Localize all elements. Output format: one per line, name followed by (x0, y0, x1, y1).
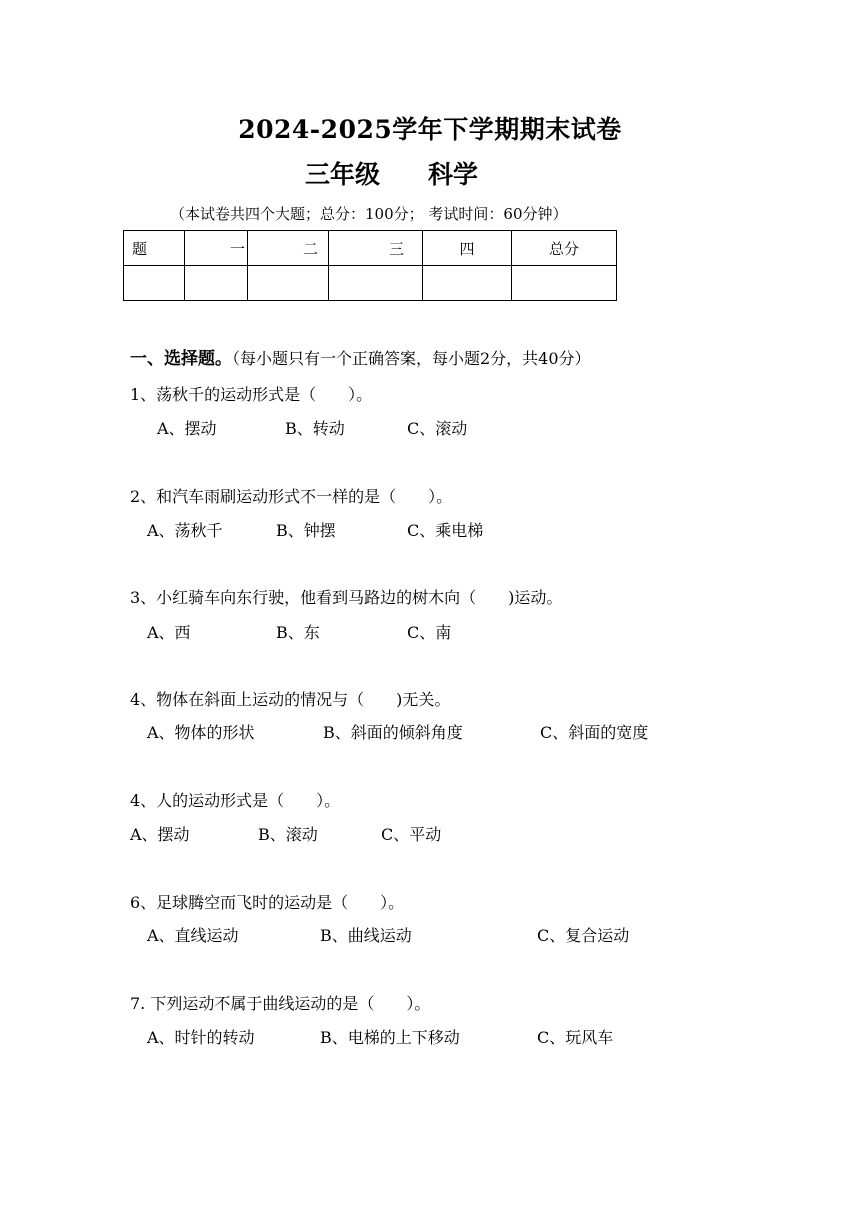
question-text: 3、小红骑车向东行驶，他看到马路边的树木向（ )运动。 (130, 588, 563, 607)
score-header-cell: 总分 (512, 231, 617, 266)
option: C、复合运动 (537, 926, 630, 945)
option: A、时针的转动 (147, 1028, 255, 1047)
score-blank-cell (423, 266, 512, 301)
option: A、西 (147, 623, 191, 642)
question-text: 7. 下列运动不属于曲线运动的是（ ）。 (130, 994, 431, 1013)
option: C、平动 (381, 825, 442, 844)
option: C、南 (407, 623, 452, 642)
subject-label: 科学 (428, 160, 479, 189)
option: B、电梯的上下移动 (320, 1028, 460, 1047)
option: A、荡秋千 (147, 521, 223, 540)
score-header-cell: 四 (423, 231, 512, 266)
option: B、曲线运动 (320, 926, 412, 945)
option: B、转动 (285, 419, 345, 438)
exam-note: （本试卷共四个大题；总分：100分； 考试时间：60分钟） (170, 205, 568, 223)
score-table-blank-row (124, 266, 617, 301)
question-text: 4、人的运动形式是（ ）。 (130, 791, 341, 810)
option: C、滚动 (407, 419, 468, 438)
option: A、摆动 (130, 825, 190, 844)
score-header-cell: 题 (124, 231, 185, 266)
option: C、乘电梯 (407, 521, 484, 540)
option: B、钟摆 (276, 521, 336, 540)
score-blank-cell (248, 266, 329, 301)
score-blank-cell (329, 266, 423, 301)
option: B、斜面的倾斜角度 (323, 723, 463, 742)
option: A、物体的形状 (147, 723, 255, 742)
option: C、斜面的宽度 (540, 723, 649, 742)
option: B、东 (276, 623, 320, 642)
option: A、摆动 (157, 419, 217, 438)
grade-subject (305, 155, 478, 191)
question-text: 1、荡秋千的运动形式是（ ）。 (130, 385, 373, 404)
option: B、滚动 (258, 825, 318, 844)
grade-label: 三年级 (305, 160, 381, 189)
question-text: 2、和汽车雨刷运动形式不一样的是（ ）。 (130, 487, 453, 506)
exam-title: 2024-2025学年下学期期末试卷 (238, 115, 622, 144)
option: C、玩风车 (537, 1028, 614, 1047)
score-table-header-row (124, 231, 617, 266)
option: A、直线运动 (147, 926, 239, 945)
score-header-cell: 三 (329, 231, 423, 266)
score-blank-cell (512, 266, 617, 301)
question-text: 6、足球腾空而飞时的运动是（ ）。 (130, 893, 405, 912)
score-blank-cell (185, 266, 248, 301)
score-header-cell: 二 (248, 231, 329, 266)
section-label: 一、选择题。 (130, 349, 232, 369)
section-instruction: （每小题只有一个正确答案，每小题2分，共40分） (232, 349, 591, 368)
score-header-cell: 一 (185, 231, 248, 266)
question-text: 4、物体在斜面上运动的情况与（ )无关。 (130, 690, 451, 709)
score-table (123, 230, 617, 301)
score-blank-cell (124, 266, 185, 301)
section-heading (130, 344, 591, 369)
